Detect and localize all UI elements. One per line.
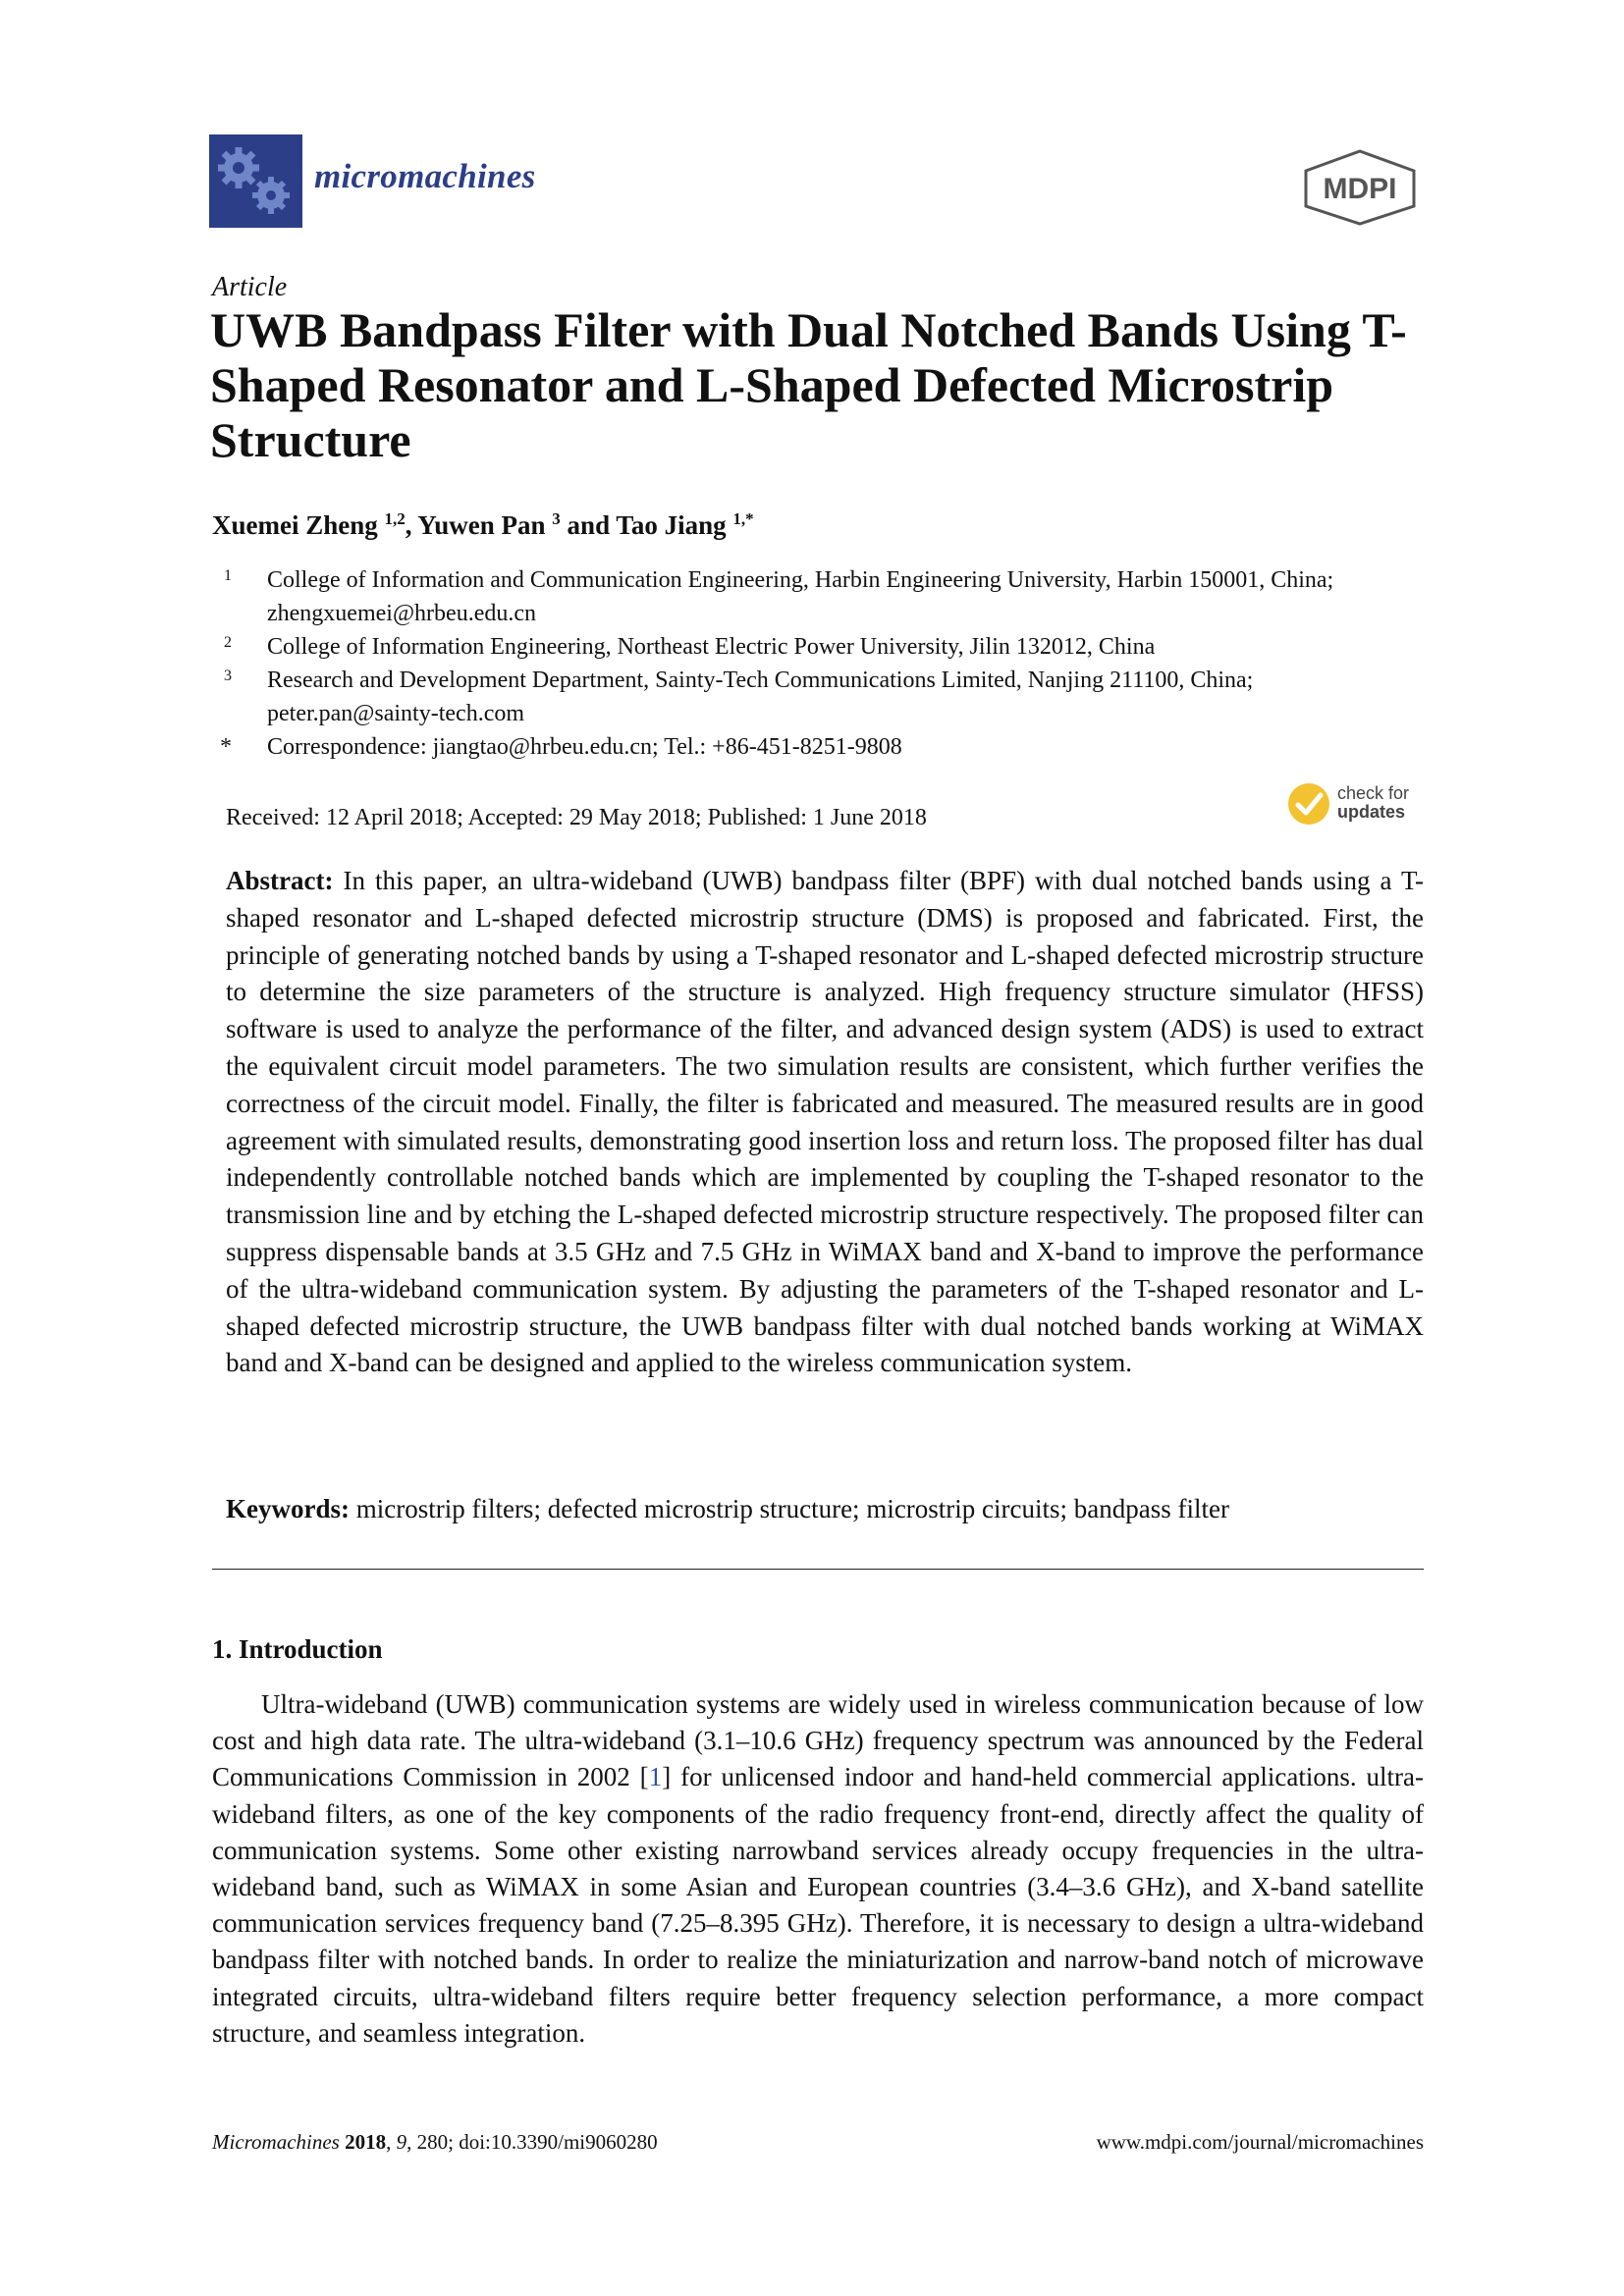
author-affiliation-mark: 3: [552, 509, 561, 528]
affiliation-item: [212, 630, 1430, 664]
affiliation-mark: 1: [224, 567, 232, 584]
affiliation-text: College of Information Engineering, Northeast Electric Power University, Jilin 132012, China: [267, 634, 1156, 660]
affiliation-text: Research and Development Department, Sainty-Tech Communications Limited, Nanjing 211100, China; peter.pan@sainty-tech.com: [267, 667, 1254, 726]
intro-text: ] for unlicensed indoor and hand-held commercial applications. ultra-wideband filters, as one of the key components of the radio frequency front-end, directly affect the quality of communication systems. Some other existing narrowband services already occupy frequencies in the ultra-wideband band, such as WiMAX in some Asian and European countries (3.4–3.6 GHz), and X-band satellite communication services frequency band (7.25–8.395 GHz). Therefore, it is necessary to design a ultra-wideband bandpass filter with notched bands. In order to realize the miniaturization and narrow-band notch of microwave integrated circuits, ultra-wideband filters require better frequency selection performance, a more compact structure, and seamless integration.: [212, 1762, 1424, 2048]
mdpi-logo-icon: [1298, 149, 1422, 226]
affiliation-item: [212, 664, 1430, 730]
section-divider: [212, 1569, 1424, 1570]
introduction-paragraph: [212, 1686, 1424, 2052]
author-affiliation-mark: 1,*: [732, 509, 754, 528]
abstract: [226, 863, 1424, 1382]
citation-link[interactable]: 1: [648, 1762, 663, 1792]
check-icon: [1286, 781, 1331, 827]
affiliation-mark: 3: [224, 667, 232, 684]
affiliation-item: [212, 563, 1430, 630]
footer-year: 2018: [345, 2130, 387, 2154]
journal-name: micromachines: [314, 157, 536, 195]
author-affiliation-mark: 1,2: [384, 509, 406, 528]
gears-icon: [209, 134, 302, 228]
abstract-label: Abstract:: [226, 866, 334, 895]
footer-volume: 9: [396, 2130, 407, 2154]
affiliation-text: College of Information and Communication Engineering, Harbin Engineering University, Harbin 150001, China; zhengxuemei@hrbeu.edu.cn: [267, 567, 1334, 626]
affiliation-item: [212, 730, 1430, 764]
publication-dates: Received: 12 April 2018; Accepted: 29 May 2018; Published: 1 June 2018: [226, 805, 927, 830]
keywords-label: Keywords:: [226, 1494, 350, 1523]
author-name: Xuemei Zheng: [212, 510, 378, 540]
affiliations: [212, 563, 1430, 764]
check-updates-line1: check for: [1337, 783, 1410, 803]
section-heading: 1. Introduction: [212, 1634, 383, 1664]
correspondence-mark: *: [220, 734, 232, 760]
intro-text: Ultra-wideband (UWB) communication systems are widely used in wireless communication because of low cost and high data rate. The ultra-wideband (3.1–10.6 GHz) frequency spectrum was announced by the Federal Communications Commission in 2002 [: [212, 1689, 1424, 1792]
footer-citation: Micromachines 2018, 9, 280; doi:10.3390/mi9060280: [212, 2130, 658, 2154]
article-type: Article: [212, 272, 288, 302]
author-name: Tao Jiang: [616, 510, 727, 540]
publisher-logo: [1298, 149, 1422, 226]
author-separator: and: [560, 510, 617, 540]
check-for-updates-badge[interactable]: [1286, 781, 1434, 830]
author-name: Yuwen Pan: [417, 510, 546, 540]
author-separator: ,: [405, 510, 418, 540]
keywords: [226, 1494, 1424, 1524]
affiliation-mark: 2: [224, 634, 232, 651]
journal-logo: [209, 134, 302, 228]
correspondence-text: Correspondence: jiangtao@hrbeu.edu.cn; Tel.: +86-451-8251-9808: [267, 734, 902, 760]
paper-title: UWB Bandpass Filter with Dual Notched Bands Using T-Shaped Resonator and L-Shaped Defected Microstrip Structure: [210, 302, 1407, 467]
abstract-text: In this paper, an ultra-wideband (UWB) bandpass filter (BPF) with dual notched bands using a T-shaped resonator and L-shaped defected microstrip structure (DMS) is proposed and fabricated. First, the principle of generating notched bands by using a T-shaped resonator and L-shaped defected microstrip structure to determine the size parameters of the structure is analyzed. High frequency structure simulator (HFSS) software is used to analyze the performance of the filter, and advanced design system (ADS) is used to extract the equivalent circuit model parameters. The two simulation results are consistent, which further verifies the correctness of the circuit model. Finally, the filter is fabricated and measured. The measured results are in good agreement with simulated results, demonstrating good insertion loss and return loss. The proposed filter has dual independently controllable notched bands which are implemented by coupling the T-shaped resonator to the transmission line and by etching the L-shaped defected microstrip structure respectively. The proposed filter can suppress dispensable bands at 3.5 GHz and 7.5 GHz in WiMAX band and X-band to improve the performance of the ultra-wideband communication system. By adjusting the parameters of the T-shaped resonator and L-shaped defected microstrip structure, the UWB bandpass filter with dual notched bands working at WiMAX band and X-band can be designed and applied to the wireless communication system.: [226, 866, 1425, 1378]
check-updates-line2: updates: [1337, 802, 1406, 822]
footer-journal: Micromachines: [212, 2130, 340, 2154]
publisher-name: MDPI: [1323, 173, 1397, 205]
author-list: [212, 510, 754, 541]
footer-doi: , 280; doi:10.3390/mi9060280: [406, 2130, 658, 2154]
footer-url[interactable]: www.mdpi.com/journal/micromachines: [1096, 2130, 1424, 2154]
keywords-text: microstrip filters; defected microstrip structure; microstrip circuits; bandpass filter: [355, 1494, 1229, 1523]
